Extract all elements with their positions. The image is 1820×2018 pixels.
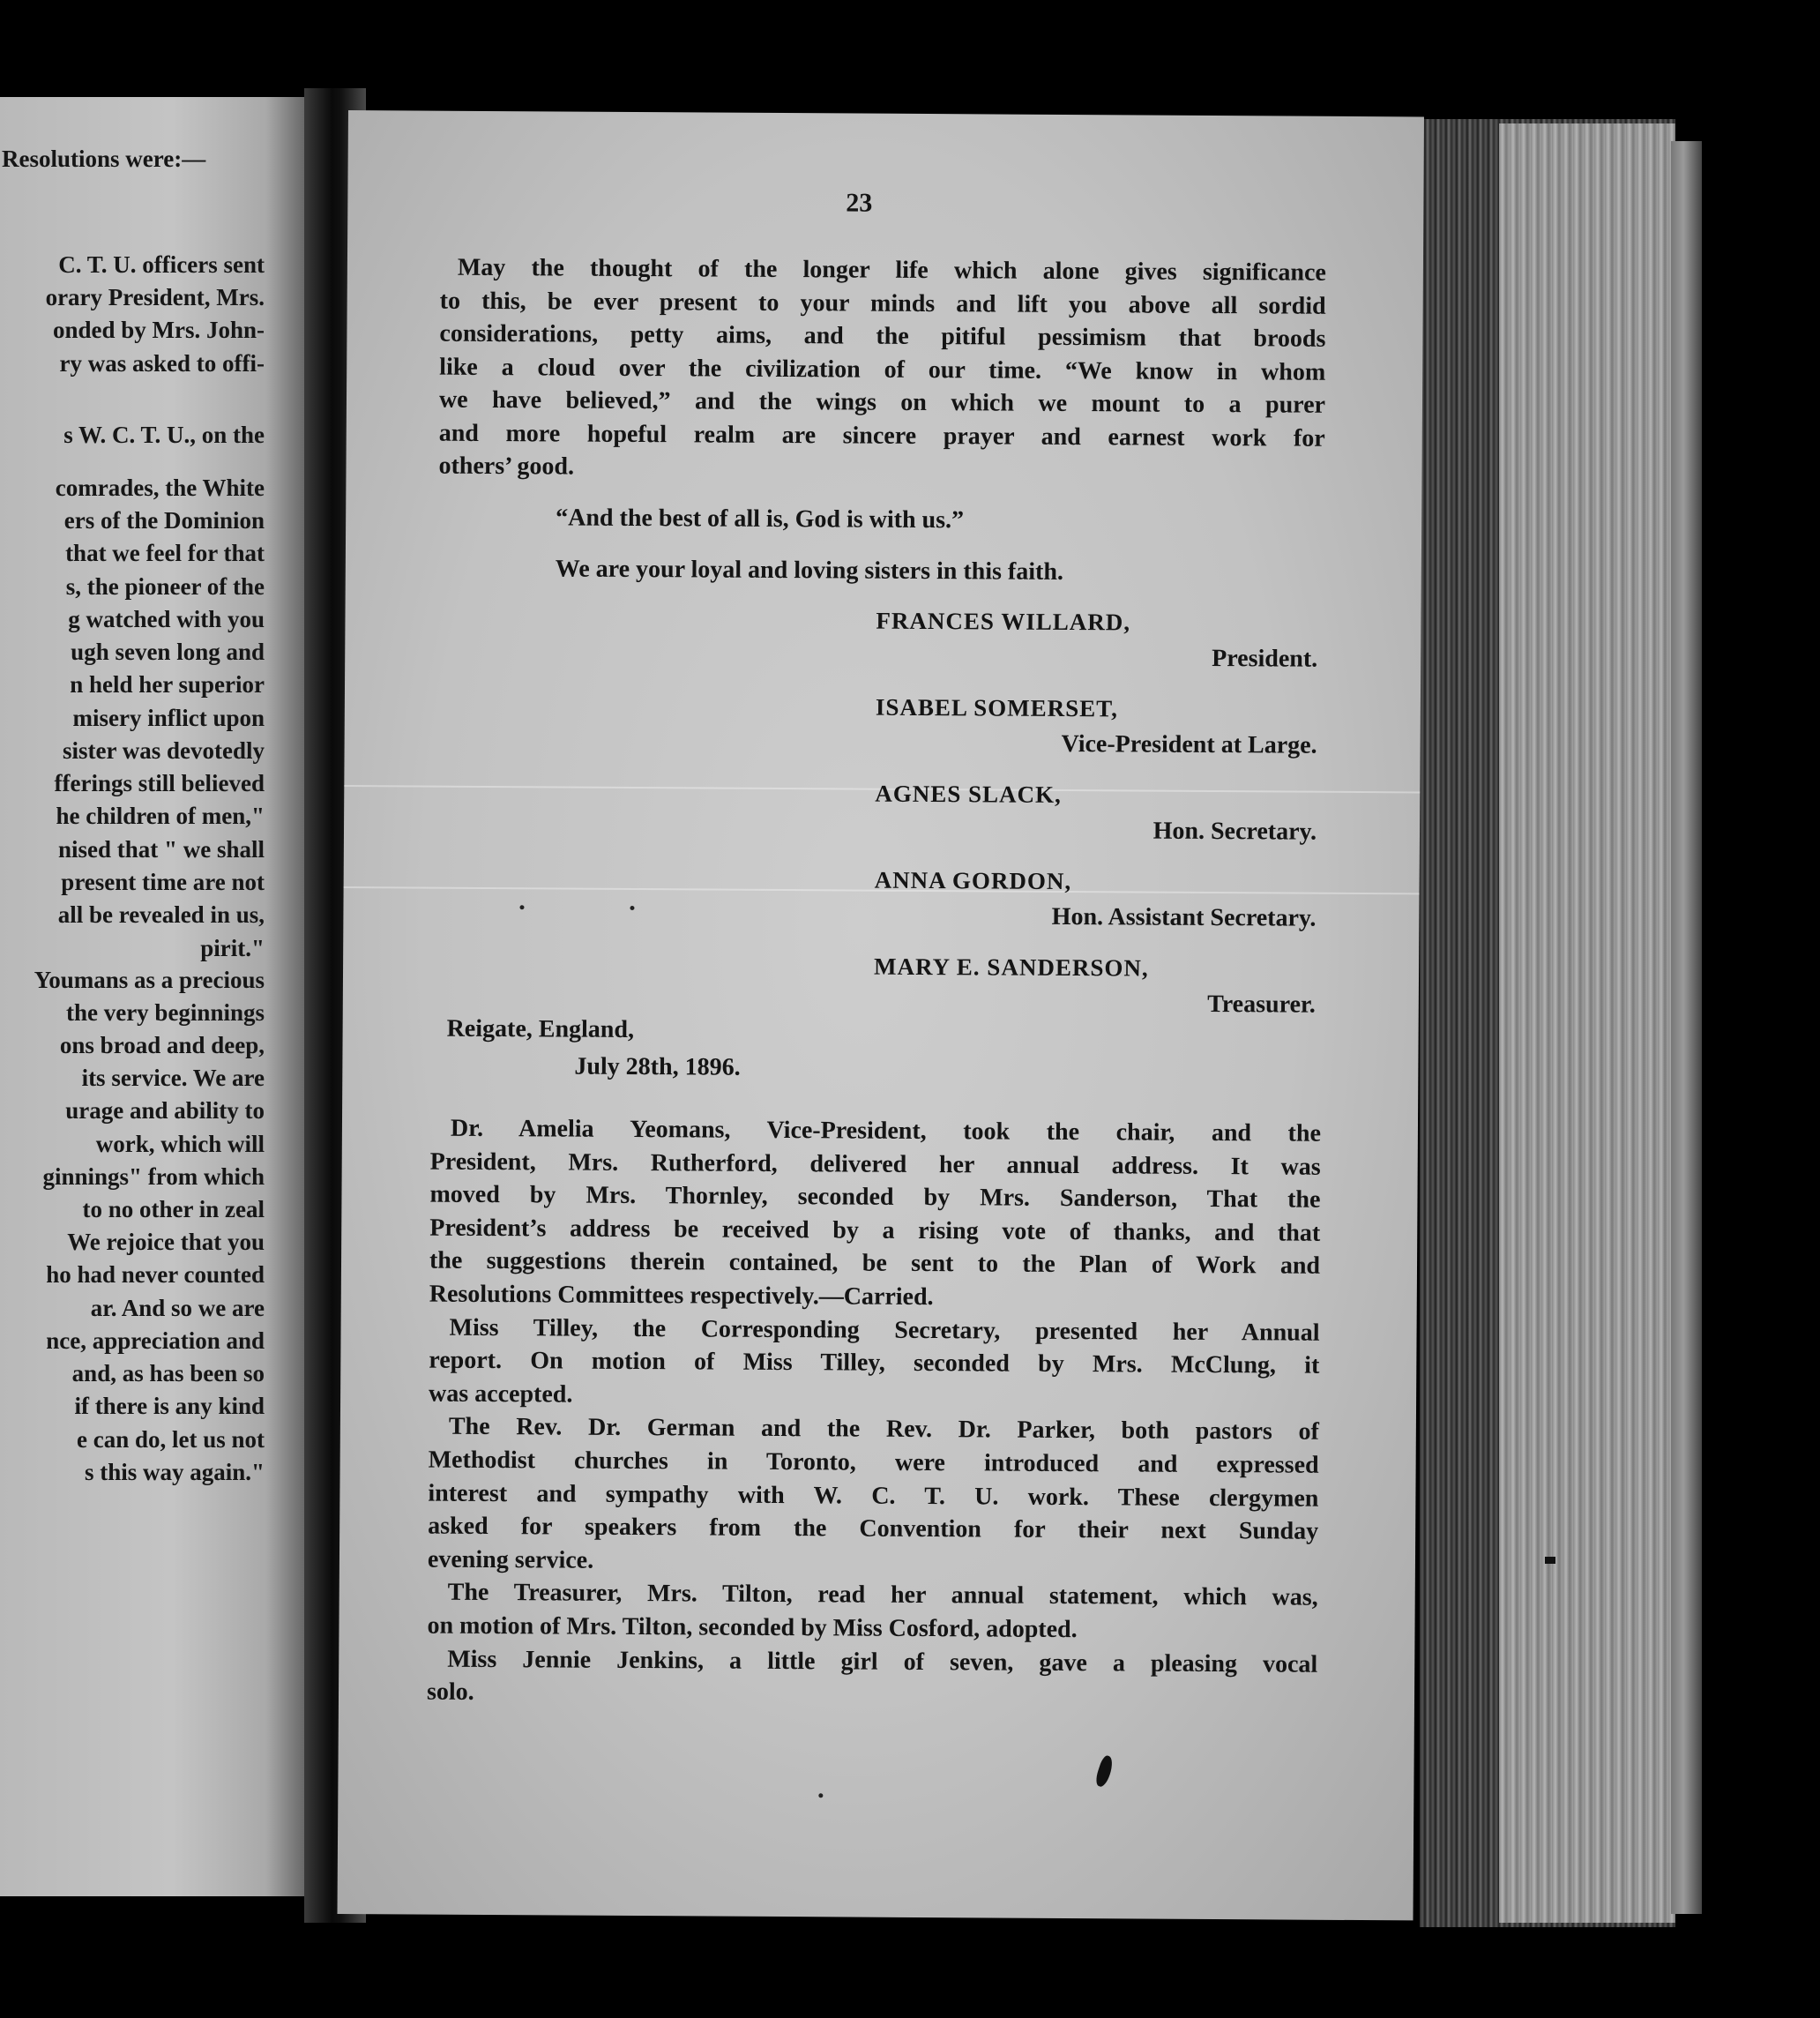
minutes-line: solo. — [426, 1678, 474, 1707]
left-page-line: orary President, Mrs. — [45, 284, 265, 310]
main-page — [338, 110, 1424, 1920]
minutes-line: moved by Mrs. Thornley, seconded by Mrs. Sanderson, That the — [429, 1180, 1321, 1214]
minutes-line: Resolutions Committees respectively.—Carried. — [429, 1280, 934, 1312]
left-page-line: ry was asked to offi- — [59, 350, 265, 377]
left-page-line: to no other in zeal — [82, 1196, 265, 1222]
minutes-line: President’s address be received by a rising vote of thanks, and that — [429, 1214, 1321, 1247]
left-page-line: that we feel for that — [65, 540, 265, 566]
speck — [818, 1793, 823, 1798]
opening-paragraph-line: others’ good. — [438, 452, 575, 481]
minutes-line: The Treasurer, Mrs. Tilton, read her annual statement, which was, — [447, 1579, 1318, 1612]
left-page-line: g watched with you — [68, 606, 265, 632]
signatory-name: ISABEL SOMERSET, — [875, 693, 1119, 722]
left-page-line: s this way again." — [84, 1459, 265, 1485]
left-page-line: e can do, let us not — [76, 1426, 265, 1453]
left-page-line: present time are not — [61, 869, 265, 895]
left-page-line: if there is any kind — [74, 1393, 265, 1419]
left-page-line: comrades, the White — [55, 475, 265, 501]
left-page-line: C. T. U. officers sent — [58, 251, 265, 278]
page-number: 23 — [846, 188, 873, 218]
opening-paragraph-line: like a cloud over the civilization of our time. “We know in whom — [439, 353, 1326, 386]
minutes-line: the suggestions therein contained, be sent to the Plan of Work and — [429, 1246, 1321, 1281]
opening-paragraph-line: and more hopeful realm are sincere prayer and earnest work for — [438, 419, 1325, 452]
left-page-line: onded by Mrs. John- — [52, 317, 265, 343]
signatory-title: Hon. Assistant Secretary. — [1051, 902, 1317, 932]
left-page-line: Youmans as a precious — [34, 967, 265, 993]
left-page-line: he children of men," — [56, 803, 265, 829]
left-page-line: urage and ability to — [65, 1097, 265, 1124]
signatory-title: President. — [1212, 644, 1318, 673]
left-page-line: We rejoice that you — [67, 1229, 265, 1255]
signatory-name: ANNA GORDON, — [874, 866, 1072, 895]
left-page-text — [0, 97, 265, 1861]
left-page-line: ar. And so we are — [90, 1295, 265, 1321]
ink-blot — [1093, 1754, 1115, 1789]
left-page-line: ugh seven long and — [71, 639, 265, 665]
minutes-line: Miss Jennie Jenkins, a little girl of seven, gave a pleasing vocal — [447, 1645, 1318, 1678]
signatory-title: Treasurer. — [1207, 990, 1316, 1019]
left-page-line: its service. We are — [81, 1065, 265, 1091]
left-page-line: sister was devotedly — [63, 737, 265, 764]
book-cover-edge — [1671, 141, 1702, 1914]
left-page-line: nce, appreciation and — [46, 1327, 265, 1354]
minutes-line: report. On motion of Miss Tilley, seconded by Mrs. McClung, it — [429, 1346, 1320, 1379]
left-page-line: work, which will — [95, 1131, 265, 1157]
left-page-line: pirit." — [200, 935, 265, 961]
minutes-line: The Rev. Dr. German and the Rev. Dr. Parker, both pastors of — [448, 1413, 1319, 1446]
left-facing-page — [0, 97, 313, 1896]
page-block-edges-light — [1499, 123, 1675, 1923]
signatory-title: Hon. Secretary. — [1152, 817, 1317, 846]
date-line: July 28th, 1896. — [574, 1052, 741, 1081]
left-page-line: s, the pioneer of the — [65, 573, 265, 600]
minutes-line: Miss Tilley, the Corresponding Secretary, presented her Annual — [449, 1313, 1320, 1347]
left-page-line: misery inflict upon — [72, 705, 265, 731]
opening-paragraph-line: May the thought of the longer life which alone gives significance — [457, 253, 1326, 287]
left-page-line: s W. C. T. U., on the — [63, 422, 265, 448]
left-page-line: ers of the Dominion — [63, 507, 265, 534]
left-page-line: fferings still believed — [54, 770, 265, 796]
minutes-line: Methodist churches in Toronto, were introduced and expressed — [428, 1446, 1319, 1479]
left-page-line: Resolutions were:— — [2, 146, 206, 172]
minutes-line: President, Mrs. Rutherford, delivered her annual address. It was — [429, 1147, 1321, 1181]
signatory-name: FRANCES WILLARD, — [876, 607, 1131, 636]
minutes-line: evening service. — [427, 1545, 594, 1574]
speck — [630, 906, 634, 910]
left-page-line: n held her superior — [70, 671, 265, 698]
place-line: Reigate, England, — [446, 1014, 635, 1043]
stray-mark — [1545, 1557, 1555, 1564]
opening-paragraph-line: to this, be ever present to your minds and lift you above all sordid — [439, 287, 1326, 320]
opening-paragraph-line: considerations, petty aims, and the pitiful pessimism that broods — [439, 319, 1326, 353]
left-page-line: nised that " we shall — [57, 836, 265, 863]
minutes-line: asked for speakers from the Convention for their next Sunday — [428, 1512, 1319, 1545]
signatory-title: Vice-President at Large. — [1061, 729, 1317, 759]
left-page-line: and, as has been so — [71, 1360, 265, 1386]
opening-paragraph-line: we have believed,” and the wings on which we mount to a purer — [438, 385, 1326, 419]
minutes-line: interest and sympathy with W. C. T. U. work. These clergymen — [428, 1479, 1319, 1513]
speck — [519, 905, 524, 909]
minutes-line: Dr. Amelia Yeomans, Vice-President, took the chair, and the — [450, 1114, 1322, 1147]
left-page-line: ons broad and deep, — [59, 1032, 265, 1058]
closing-line: We are your loyal and loving sisters in this faith. — [555, 555, 1064, 586]
left-page-line: the very beginnings — [65, 999, 265, 1026]
minutes-line: on motion of Mrs. Tilton, seconded by Miss Cosford, adopted. — [427, 1611, 1078, 1644]
left-page-line: ginnings" from which — [42, 1163, 265, 1190]
minutes-line: was accepted. — [429, 1379, 573, 1409]
left-page-line: ho had never counted — [46, 1261, 265, 1288]
quote-line: “And the best of all is, God is with us.” — [556, 504, 965, 534]
left-page-line: all be revealed in us, — [57, 901, 265, 928]
signatory-name: AGNES SLACK, — [875, 780, 1062, 808]
signatory-name: MARY E. SANDERSON, — [873, 953, 1149, 982]
